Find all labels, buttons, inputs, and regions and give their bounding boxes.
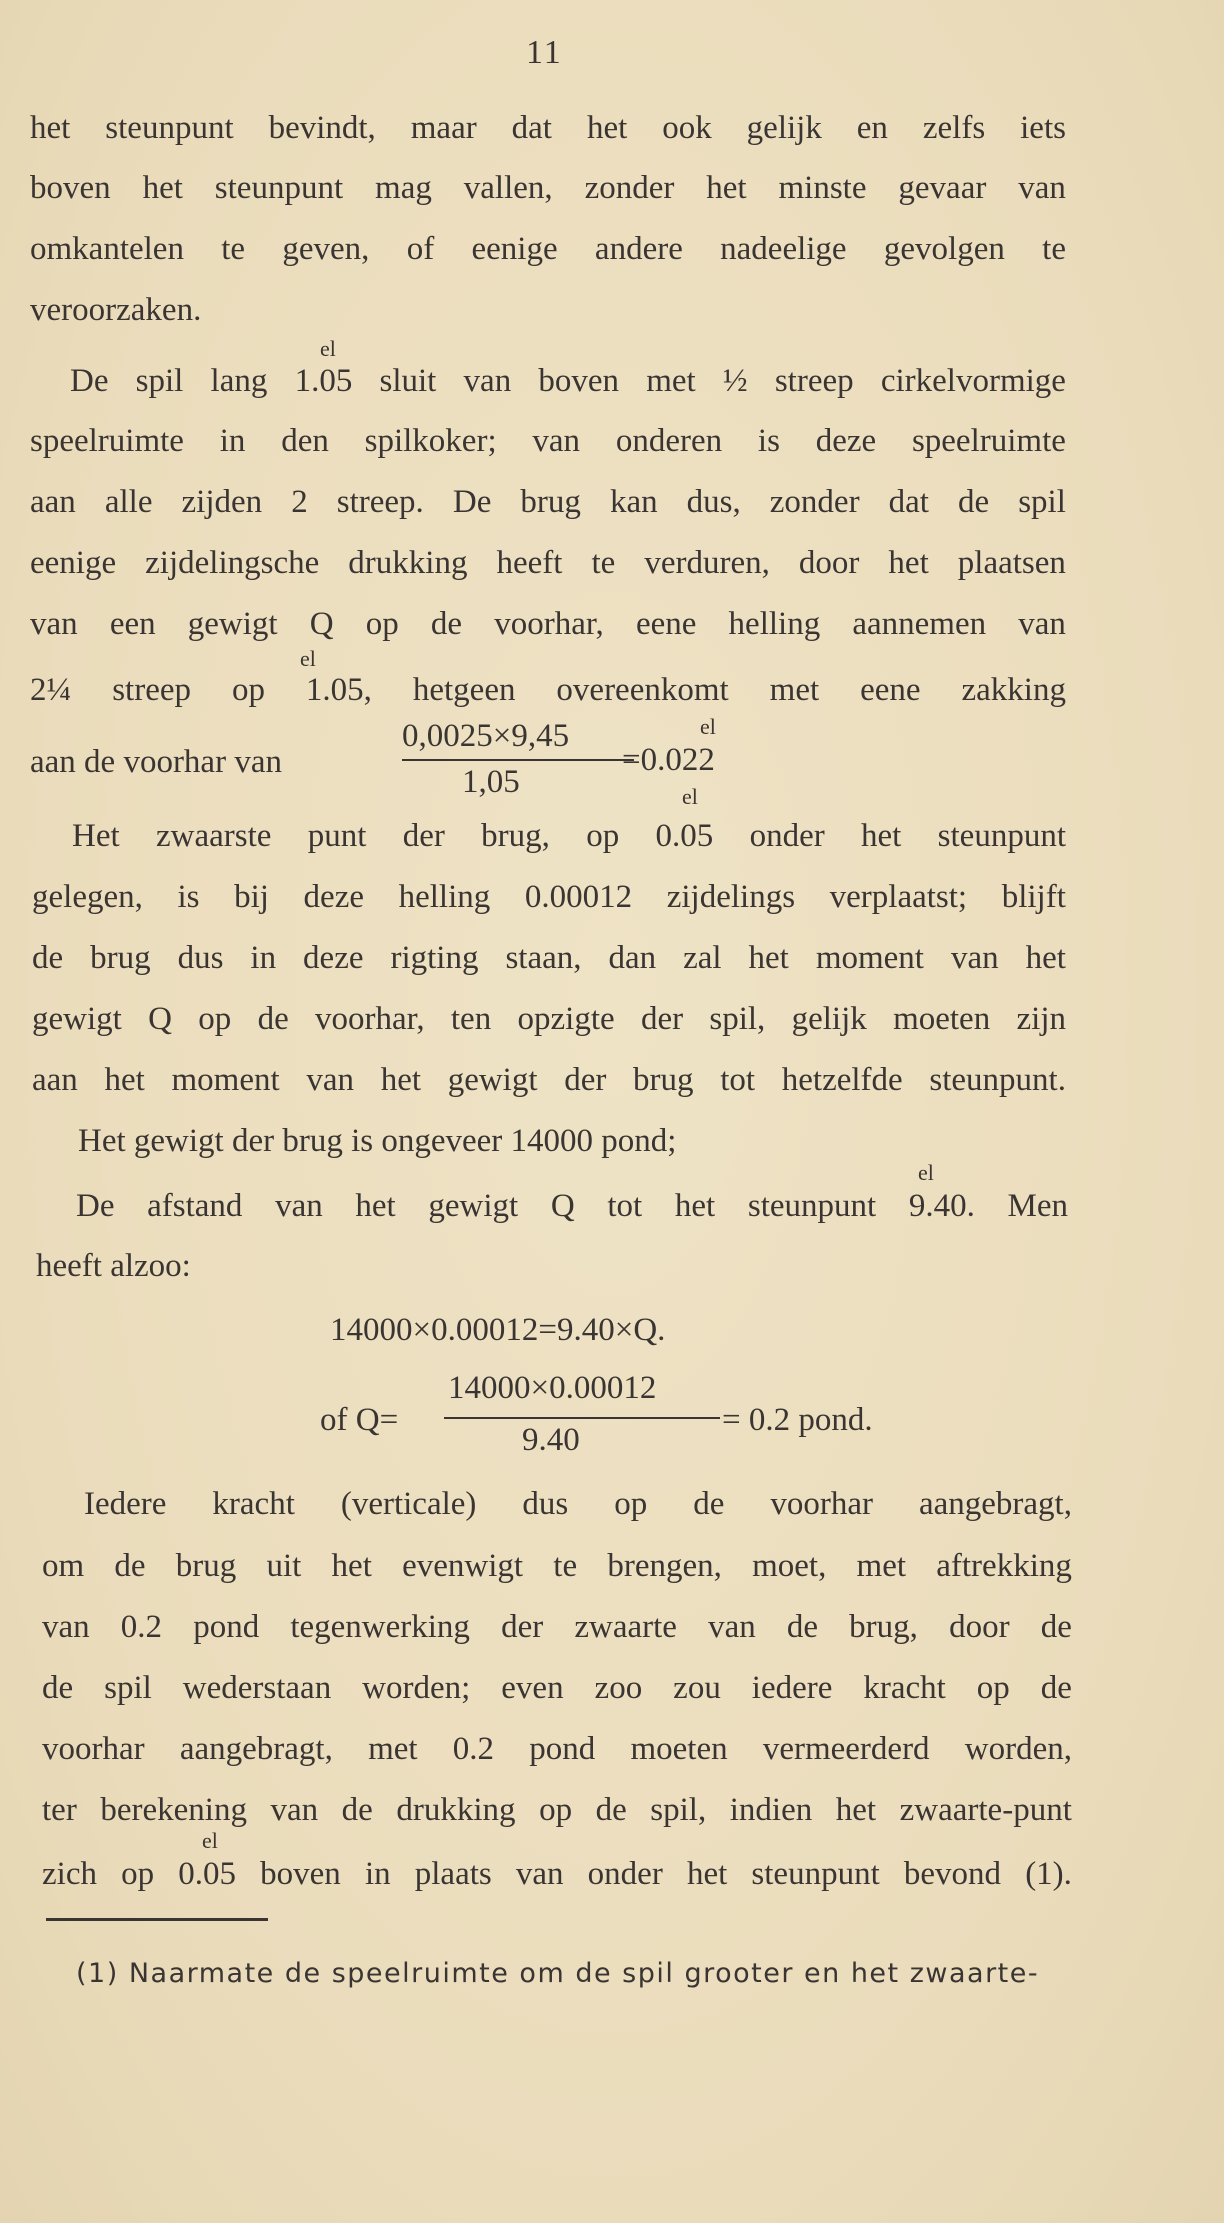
word: van	[515, 1856, 564, 1892]
word: alle	[104, 484, 153, 520]
word: het	[686, 1856, 728, 1892]
word: moeten	[630, 1731, 728, 1767]
word: mag	[375, 170, 432, 206]
word: blijft	[1001, 879, 1066, 915]
word: zonder	[769, 484, 860, 520]
word: hetgeen	[412, 672, 516, 708]
equation-lhs: of Q=	[320, 1402, 399, 1438]
word: brug,	[849, 1609, 918, 1645]
word: van	[950, 940, 999, 976]
word: aftrekking	[936, 1548, 1072, 1584]
word: het	[1025, 940, 1066, 976]
word: zwaarste	[155, 818, 272, 854]
word: steunpunt.	[929, 1062, 1066, 1098]
text-line	[30, 608, 1066, 641]
word: gelijk	[746, 110, 822, 146]
word: boven	[538, 363, 620, 399]
word: brug	[520, 484, 581, 520]
text-line	[42, 1858, 1072, 1891]
word: op	[231, 672, 265, 708]
word: verduren,	[644, 545, 770, 581]
word: der	[640, 1001, 684, 1037]
word: zijdelings	[666, 879, 796, 915]
word: moment	[171, 1062, 280, 1098]
word: kracht	[212, 1486, 295, 1522]
word: voorhar,	[315, 1001, 425, 1037]
word: met	[856, 1548, 907, 1584]
word: 9.40.	[908, 1188, 975, 1224]
text-line	[42, 1794, 1072, 1827]
word: het	[748, 940, 789, 976]
word: eene	[635, 606, 697, 642]
word: kan	[609, 484, 658, 520]
word: het	[861, 818, 902, 854]
word: de	[257, 1001, 289, 1037]
word: ½	[722, 363, 748, 399]
word: het	[586, 110, 628, 146]
word: van	[270, 1792, 319, 1828]
text-line: Het gewigt der brug is ongeveer 14000 pond;	[78, 1123, 677, 1159]
unit-mark: el	[300, 646, 316, 671]
word: helling	[398, 879, 491, 915]
word: de	[430, 606, 463, 642]
word: van	[1018, 606, 1066, 642]
word: het	[142, 170, 183, 206]
word: sluit	[379, 363, 437, 399]
word: De	[70, 363, 109, 399]
word: de	[1040, 1609, 1072, 1645]
word: bevindt,	[268, 110, 376, 146]
word: voorhar,	[494, 606, 604, 642]
word: op	[121, 1856, 155, 1892]
word: hetzelfde	[781, 1062, 903, 1098]
word: voorhar	[42, 1731, 145, 1767]
word: punt	[307, 818, 367, 854]
word: zich	[42, 1856, 97, 1892]
word: het	[104, 1062, 145, 1098]
word: bij	[234, 879, 269, 915]
word: zakking	[961, 672, 1066, 708]
fraction-bar	[402, 759, 634, 761]
word: spil,	[709, 1001, 766, 1037]
word: de	[32, 940, 64, 976]
word: evenwigt	[402, 1548, 524, 1584]
equation: 14000×0.00012=9.40×Q.	[330, 1312, 666, 1348]
word: de	[595, 1792, 627, 1828]
word: zijdelingsche	[145, 545, 320, 581]
word: vermeerderd	[762, 1731, 930, 1767]
word: van	[1018, 170, 1066, 206]
text-line	[30, 486, 1066, 519]
word: Q	[550, 1188, 575, 1224]
word: plaatsen	[957, 545, 1066, 581]
page-number: 11	[526, 34, 563, 71]
word: het	[331, 1548, 372, 1584]
word: De	[452, 484, 492, 520]
word: plaats	[414, 1856, 492, 1892]
word: ten	[450, 1001, 492, 1037]
word: andere	[594, 231, 683, 267]
text-line	[42, 1611, 1072, 1644]
word: der	[564, 1062, 607, 1098]
word: op	[976, 1670, 1010, 1706]
word: te	[591, 545, 616, 581]
text-line	[30, 172, 1066, 205]
text-line: veroorzaken.	[30, 292, 202, 328]
word: met	[368, 1731, 418, 1767]
word: ook	[662, 110, 712, 146]
text-line	[30, 674, 1066, 707]
word: brug	[633, 1062, 694, 1098]
word: Q	[309, 606, 334, 642]
word: op	[586, 818, 620, 854]
word: even	[501, 1670, 564, 1706]
unit-mark: el	[918, 1160, 934, 1185]
word: in	[219, 423, 246, 459]
text-line	[32, 1003, 1066, 1036]
text-line	[30, 547, 1066, 580]
word: voorhar	[770, 1486, 873, 1522]
word: omkantelen	[30, 231, 184, 267]
word: minste	[778, 170, 867, 206]
word: om	[42, 1548, 85, 1584]
unit-mark: el	[202, 1828, 218, 1853]
word: aannemen	[852, 606, 987, 642]
word: heeft	[496, 545, 563, 581]
word: en	[856, 110, 888, 146]
text-line	[42, 1672, 1072, 1705]
fraction-numerator: 0,0025×9,45	[402, 718, 570, 754]
word: drukking	[348, 545, 468, 581]
word: het	[706, 170, 747, 206]
word: brengen,	[607, 1548, 722, 1584]
text-line: aan de voorhar van	[30, 744, 282, 780]
word: van	[708, 1609, 756, 1645]
word: den	[281, 423, 329, 459]
word: Het	[72, 818, 120, 854]
word: ter	[42, 1792, 77, 1828]
word: tegenwerking	[290, 1609, 470, 1645]
text-line	[84, 1488, 1072, 1521]
word: van	[463, 363, 512, 399]
footnote-rule	[46, 1918, 268, 1921]
word: iedere	[751, 1670, 833, 1706]
word: dat	[511, 110, 552, 146]
word: de	[114, 1548, 146, 1584]
word: het	[30, 110, 71, 146]
word: vallen,	[463, 170, 553, 206]
word: of	[406, 231, 435, 267]
word: worden;	[362, 1670, 471, 1706]
word: boven	[30, 170, 111, 206]
word: eene	[860, 672, 921, 708]
word: aan	[32, 1062, 78, 1098]
word: het	[835, 1792, 877, 1828]
word: de	[693, 1486, 725, 1522]
word: aan	[30, 484, 76, 520]
word: De	[76, 1188, 115, 1224]
fraction-result: =0.022	[622, 742, 715, 778]
word: steunpunt	[105, 110, 234, 146]
word: afstand	[147, 1188, 243, 1224]
word: zwaarte	[574, 1609, 677, 1645]
word: onderen	[615, 423, 723, 459]
word: door	[949, 1609, 1010, 1645]
word: brug,	[481, 818, 550, 854]
word: dus,	[686, 484, 741, 520]
word: 0.2	[120, 1609, 163, 1645]
word: dus	[522, 1486, 569, 1522]
unit-mark: el	[682, 784, 698, 809]
word: de	[42, 1670, 74, 1706]
word: uit	[266, 1548, 302, 1584]
word: worden,	[964, 1731, 1072, 1767]
word: de	[958, 484, 990, 520]
text-line	[32, 942, 1066, 975]
word: wederstaan	[182, 1670, 332, 1706]
unit-mark: el	[320, 336, 336, 361]
word: 0.00012	[524, 879, 633, 915]
word: moet,	[752, 1548, 827, 1584]
word: op	[365, 606, 399, 642]
word: zou	[673, 1670, 721, 1706]
word: onder	[749, 818, 825, 854]
word: speelruimte	[30, 423, 184, 459]
word: zoo	[594, 1670, 643, 1706]
footnote: (1) Naarmate de speelruimte om de spil grooter en het zwaarte-	[76, 1958, 1040, 1989]
word: gewigt	[428, 1188, 519, 1224]
word: rigting	[390, 940, 479, 976]
text-line	[42, 1733, 1072, 1766]
word: 0.05	[178, 1856, 236, 1892]
unit-mark: el	[700, 714, 716, 739]
word: de	[341, 1792, 373, 1828]
word: te	[553, 1548, 578, 1584]
word: is	[177, 879, 200, 915]
text-line	[70, 365, 1066, 398]
word: bevond	[903, 1856, 1002, 1892]
text-line	[72, 820, 1066, 853]
word: brug	[90, 940, 151, 976]
word: deze	[303, 940, 364, 976]
word: 0.05	[655, 818, 714, 854]
text-line: heeft alzoo:	[36, 1248, 191, 1284]
word: steunpunt	[747, 1188, 877, 1224]
equation-result: = 0.2 pond.	[722, 1402, 873, 1438]
word: spilkoker;	[364, 423, 497, 459]
word: van	[306, 1062, 354, 1098]
word: speelruimte	[911, 423, 1066, 459]
fraction-numerator: 14000×0.00012	[448, 1370, 657, 1406]
word: een	[109, 606, 156, 642]
word: met	[769, 672, 820, 708]
word: boven	[260, 1856, 341, 1892]
word: dus	[177, 940, 224, 976]
word: onder	[587, 1856, 663, 1892]
word: berekening	[100, 1792, 247, 1828]
text-line	[30, 112, 1066, 145]
word: opzigte	[517, 1001, 615, 1037]
word: steunpunt	[214, 170, 344, 206]
word: het	[674, 1188, 716, 1224]
word: streep.	[336, 484, 424, 520]
text-line	[30, 233, 1066, 266]
word: 2	[291, 484, 308, 520]
word: tot	[720, 1062, 756, 1098]
word: geven,	[282, 231, 370, 267]
word: 1.05	[294, 363, 353, 399]
word: streep	[112, 672, 191, 708]
word: eenige	[30, 545, 117, 581]
word: moeten	[893, 1001, 991, 1037]
word: spil	[1018, 484, 1066, 520]
word: pond	[193, 1609, 260, 1645]
fraction-denominator: 9.40	[522, 1422, 580, 1458]
word: gelegen,	[32, 879, 143, 915]
word: verplaatst;	[829, 879, 968, 915]
word: steunpunt	[751, 1856, 880, 1892]
word: aangebragt,	[918, 1486, 1072, 1522]
word: 1.05,	[305, 672, 372, 708]
word: eenige	[471, 231, 558, 267]
word: iets	[1020, 110, 1066, 146]
word: steunpunt	[937, 818, 1066, 854]
word: 0.2	[452, 1731, 495, 1767]
word: door	[798, 545, 860, 581]
word: van	[30, 606, 78, 642]
fraction-bar	[444, 1417, 720, 1419]
word: lang	[210, 363, 268, 399]
text-line	[42, 1550, 1072, 1583]
word: der	[501, 1609, 544, 1645]
text-line	[32, 1064, 1066, 1097]
word: zijden	[181, 484, 263, 520]
text-line	[76, 1190, 1068, 1223]
word: 2¼	[30, 672, 72, 708]
word: het	[888, 545, 929, 581]
word: kracht	[863, 1670, 946, 1706]
word: op	[198, 1001, 232, 1037]
word: (1).	[1025, 1856, 1072, 1892]
word: het	[355, 1188, 396, 1224]
word: maar	[410, 110, 477, 146]
word: is	[757, 423, 780, 459]
word: het	[380, 1062, 422, 1098]
word: pond	[529, 1731, 596, 1767]
text-line	[30, 425, 1066, 458]
word: brug	[175, 1548, 237, 1584]
word: gewigt	[187, 606, 278, 642]
word: op	[539, 1792, 573, 1828]
word: de	[1040, 1670, 1072, 1706]
word: Q	[148, 1001, 172, 1037]
word: de	[786, 1609, 819, 1645]
word: te	[221, 231, 246, 267]
word: Men	[1007, 1188, 1068, 1224]
word: spil	[104, 1670, 152, 1706]
word: gelijk	[791, 1001, 867, 1037]
word: indien	[729, 1792, 813, 1828]
fraction-denominator: 1,05	[462, 764, 520, 800]
word: gewigt	[32, 1001, 122, 1037]
word: streep	[774, 363, 854, 399]
word: zal	[683, 940, 722, 976]
word: Iedere	[84, 1486, 167, 1522]
word: moment	[815, 940, 924, 976]
word: (verticale)	[340, 1486, 477, 1522]
word: drukking	[396, 1792, 516, 1828]
word: gewigt	[447, 1062, 538, 1098]
word: zijn	[1016, 1001, 1066, 1037]
word: spil	[135, 363, 184, 399]
word: deze	[303, 879, 364, 915]
word: staan,	[505, 940, 582, 976]
word: van	[532, 423, 581, 459]
word: nadeelige	[720, 231, 847, 267]
word: helling	[728, 606, 821, 642]
word: zwaarte-punt	[899, 1792, 1072, 1828]
word: zonder	[584, 170, 675, 206]
text-line	[32, 881, 1066, 914]
word: overeenkomt	[556, 672, 729, 708]
word: van	[275, 1188, 323, 1224]
word: spil,	[650, 1792, 707, 1828]
word: aangebragt,	[179, 1731, 333, 1767]
word: van	[42, 1609, 90, 1645]
word: cirkelvormige	[880, 363, 1066, 399]
word: tot	[607, 1188, 643, 1224]
word: deze	[815, 423, 877, 459]
word: gevaar	[898, 170, 987, 206]
word: dat	[888, 484, 929, 520]
word: op	[614, 1486, 648, 1522]
word: in	[250, 940, 277, 976]
word: met	[646, 363, 696, 399]
word: in	[364, 1856, 391, 1892]
word: gevolgen	[883, 231, 1005, 267]
word: te	[1042, 231, 1066, 267]
word: dan	[608, 940, 657, 976]
word: zelfs	[922, 110, 986, 146]
word: der	[402, 818, 445, 854]
